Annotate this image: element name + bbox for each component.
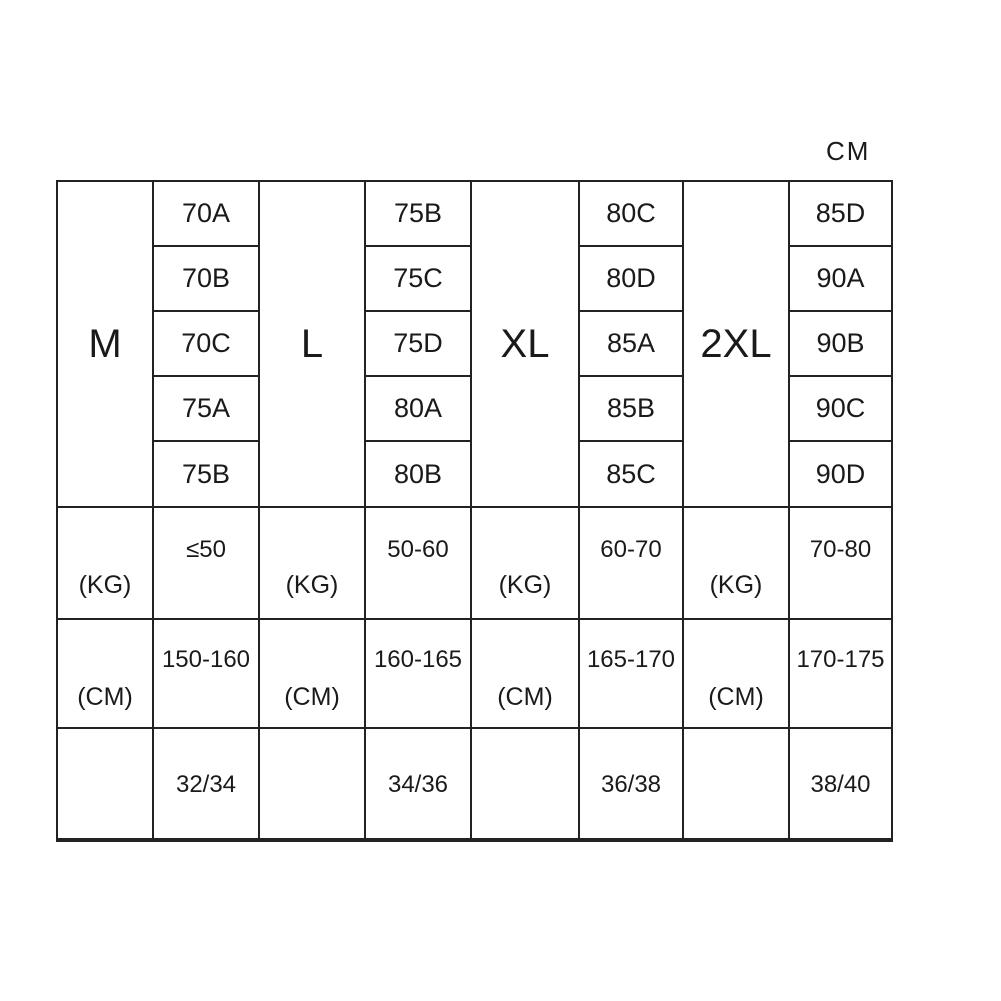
cup-size: 80C — [580, 182, 682, 247]
cup-size: 80B — [393, 459, 443, 489]
weight-value: 60-70 — [600, 536, 662, 563]
cup-size: 90C — [790, 377, 891, 442]
cup-size: 75B — [181, 459, 231, 489]
size-label: L — [300, 321, 324, 366]
cup-size: 70B — [154, 247, 258, 312]
height-unit-label: (CM) — [284, 683, 340, 711]
cup-size: 85D — [790, 182, 891, 247]
weight-value: 70-80 — [809, 536, 872, 563]
cup-size: 85A — [580, 312, 682, 377]
cup-size: 85C — [606, 459, 656, 489]
cup-size: 70A — [154, 182, 258, 247]
height-value: 150-160 — [161, 646, 251, 673]
height-unit-label: (CM) — [497, 683, 553, 711]
weight-unit-label: (KG) — [78, 571, 132, 599]
weight-value: ≤50 — [186, 536, 226, 563]
height-value: 170-175 — [796, 646, 885, 673]
cup-list — [154, 182, 258, 507]
height-unit-label: (CM) — [77, 683, 133, 711]
cup-size: 90D — [815, 459, 866, 489]
table-bottom-border — [58, 840, 893, 842]
weight-unit-label: (KG) — [709, 571, 763, 599]
weight-unit-label: (KG) — [285, 571, 339, 599]
weight-unit-label: (KG) — [498, 571, 552, 599]
cup-size: 75B — [366, 182, 470, 247]
col-divider — [891, 182, 893, 842]
cup-list — [580, 182, 682, 507]
eu-size-value: 32/34 — [175, 771, 237, 798]
cup-size: 75A — [154, 377, 258, 442]
cup-list — [366, 182, 470, 507]
eu-size-value: 34/36 — [387, 771, 449, 798]
height-value: 165-170 — [586, 646, 676, 673]
cup-size: 85B — [580, 377, 682, 442]
cup-size: 70C — [154, 312, 258, 377]
cup-size: 80D — [580, 247, 682, 312]
cup-size: 80A — [366, 377, 470, 442]
size-label: 2XL — [700, 321, 772, 366]
size-label: XL — [500, 321, 550, 366]
cup-size: 75D — [366, 312, 470, 377]
cup-size: 90B — [790, 312, 891, 377]
cup-list — [790, 182, 891, 507]
height-unit-label: (CM) — [708, 683, 764, 711]
size-chart-table — [56, 180, 893, 842]
cup-size: 75C — [366, 247, 470, 312]
weight-value: 50-60 — [387, 536, 449, 563]
eu-size-value: 36/38 — [600, 771, 662, 798]
cup-size: 90A — [790, 247, 891, 312]
height-value: 160-165 — [373, 646, 463, 673]
eu-size-value: 38/40 — [810, 771, 871, 798]
unit-label: CM — [826, 136, 871, 166]
size-label: M — [88, 321, 122, 366]
